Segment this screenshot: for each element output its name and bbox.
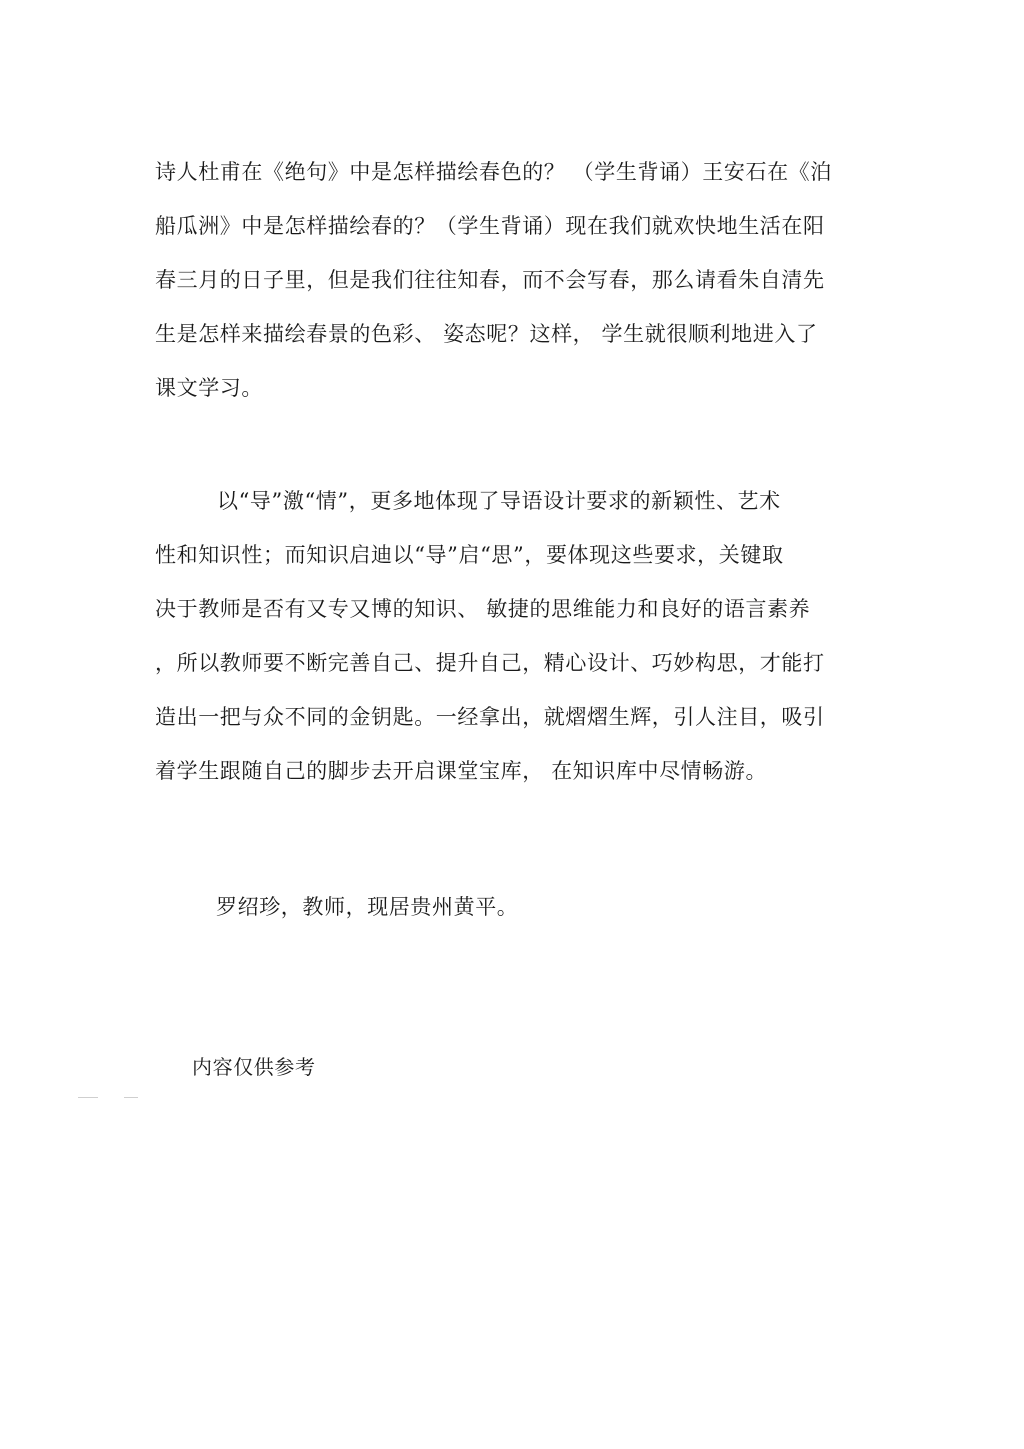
paragraph-line: 着学生跟随自己的脚步去开启课堂宝库， 在知识库中尽情畅游。 (155, 759, 768, 783)
paragraph-spring-poems (155, 145, 832, 415)
paragraph-line: 决于教师是否有又专又博的知识、 敏捷的思维能力和良好的语言素养 (155, 597, 811, 621)
paragraph-line: 以“导”激“情”，更多地体现了导语设计要求的新颖性、艺术 (217, 489, 781, 513)
paragraph-line: 生是怎样来描绘春景的色彩、 姿态呢？这样， 学生就很顺利地进入了 (155, 322, 818, 346)
scan-speck (124, 1097, 138, 1098)
author-note-text: 罗绍珍，教师，现居贵州黄平。 (216, 895, 519, 919)
paragraph-line: ，所以教师要不断完善自己、提升自己，精心设计、巧妙构思，才能打 (155, 651, 825, 675)
paragraph-line: 春三月的日子里，但是我们往往知春，而不会写春，那么请看朱自清先 (155, 268, 825, 292)
paragraph-line: 船瓜洲》中是怎样描绘春的？（学生背诵）现在我们就欢快地生活在阳 (155, 214, 825, 238)
paragraph-line: 性和知识性；而知识启迪以“导”启“思”，要体现这些要求，关键取 (155, 543, 784, 567)
paragraph-line: 造出一把与众不同的金钥匙。一经拿出，就熠熠生辉，引人注目，吸引 (155, 705, 825, 729)
paragraph-line: 课文学习。 (155, 376, 263, 400)
footer-note-text: 内容仅供参考 (192, 1055, 316, 1079)
author-note (216, 880, 518, 934)
paragraph-line: 诗人杜甫在《绝句》中是怎样描绘春色的？ （学生背诵）王安石在《泊 (155, 160, 832, 184)
footer-note (192, 1040, 316, 1094)
paragraph-guidance (155, 474, 825, 798)
scan-speck (78, 1097, 98, 1098)
